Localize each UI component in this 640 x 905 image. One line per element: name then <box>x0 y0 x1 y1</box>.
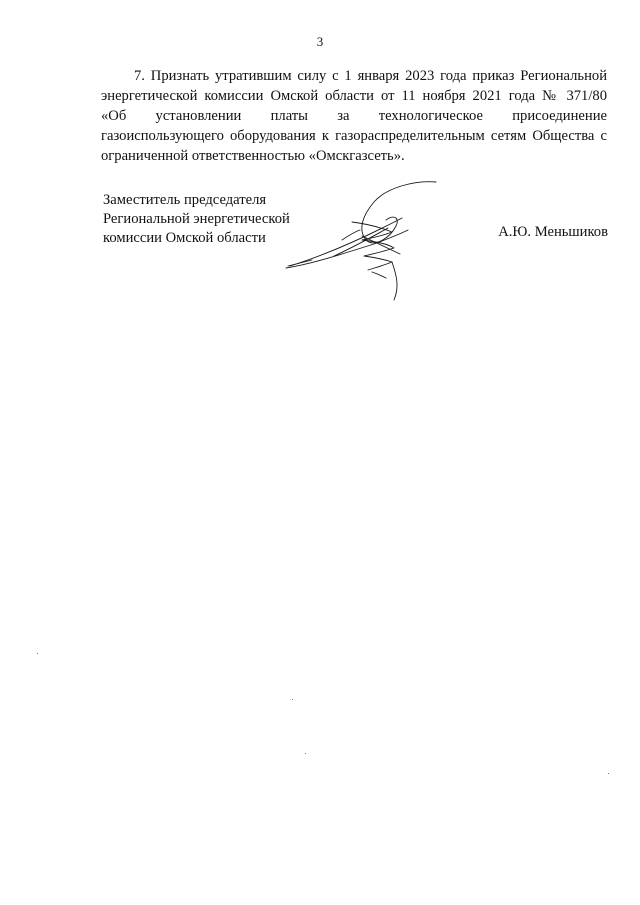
paragraph-item-7 <box>101 66 607 166</box>
scan-speck <box>608 773 609 774</box>
paragraph-line: газоиспользующего оборудования к газораспределительным сетям Общества с <box>101 128 607 144</box>
paragraph-line: «Об установлении платы за технологическое присоединение <box>101 108 607 124</box>
signatory-title-line: комиссии Омской области <box>103 230 266 246</box>
page-number: 3 <box>316 34 324 49</box>
paragraph-line: ограниченной ответственностью «Омскгазсеть». <box>101 148 405 164</box>
paragraph-line: энергетической комиссии Омской области от 11 ноября 2021 года № 371/80 <box>101 88 607 104</box>
handwritten-signature <box>282 178 442 306</box>
signatory-title <box>103 191 290 248</box>
signatory-title-line: Региональной энергетической <box>103 211 290 227</box>
scan-speck <box>292 699 293 700</box>
scan-speck <box>305 753 306 754</box>
paragraph-line: 7. Признать утратившим силу с 1 января 2023 года приказ Региональной <box>134 68 607 84</box>
signer-name: А.Ю. Меньшиков <box>498 224 608 240</box>
scan-speck <box>37 653 38 654</box>
signatory-title-line: Заместитель председателя <box>103 192 267 208</box>
